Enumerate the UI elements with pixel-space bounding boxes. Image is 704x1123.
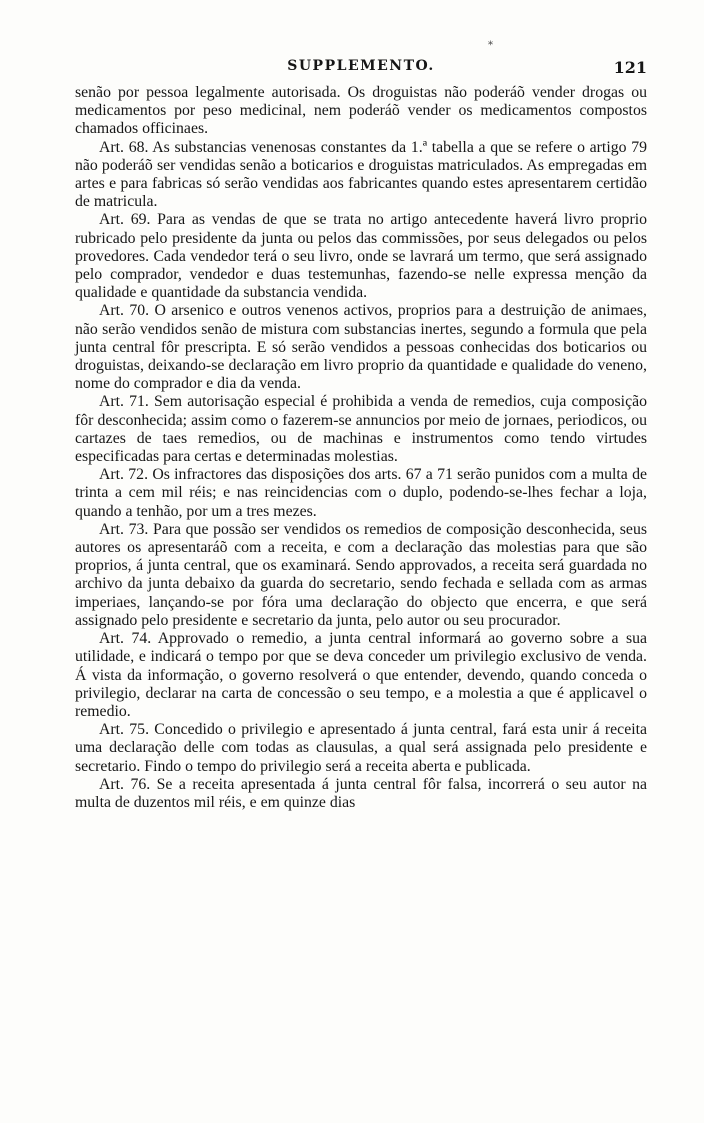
page-header bbox=[75, 58, 647, 80]
paragraph-art-72: Art. 72. Os infractores das disposições dos arts. 67 a 71 serão punidos com a multa de trinta a cem mil réis; e nas reincidencias com o duplo, podendo-se-lhes fechar a loja, quando a tenhão, por um a tres mezes. bbox=[75, 466, 647, 520]
paragraph-art-69: Art. 69. Para as vendas de que se trata no artigo antecedente haverá livro proprio rubricado pelo presidente da junta ou pelos das commissões, por seus delegados ou pelos provedores. Cada vendedor terá o seu livro, onde se lavrará um termo, que será assignado pelo comprador, vendedor e duas testemunhas, fazendo-se nelle expressa menção da qualidade e quantidade da substancia vendida. bbox=[75, 211, 647, 302]
paragraph-art-73: Art. 73. Para que possão ser vendidos os remedios de composição desconhecida, seus autores os apresentaráõ com a receita, e com a declaração das molestias para que são proprios, á junta central, que os examinará. Sendo approvados, a receita será guardada no archivo da junta debaixo da guarda do secretario, sendo fechada e sellada com as armas imperiaes, lançando-se por fóra uma declaração do objecto que encerra, e que será assignado pelo presidente e secretario da junta, pelo autor ou seu procurador. bbox=[75, 520, 647, 629]
paragraph-continuation: senão por pessoa legalmente autorisada. Os droguistas não poderáõ vender drogas ou medicamentos por peso medicinal, nem poderáõ vender os medicamentos compostos chamados officinaes. bbox=[75, 84, 647, 138]
paragraph-art-76: Art. 76. Se a receita apresentada á junta central fôr falsa, incorrerá o seu autor na multa de duzentos mil réis, e em quinze dias bbox=[75, 775, 647, 811]
page-number: 121 bbox=[613, 58, 647, 77]
paragraph-art-74: Art. 74. Approvado o remedio, a junta central informará ao governo sobre a sua utilidade, e indicará o tempo por que se deva conceder um privilegio exclusivo de venda. Á vista da informação, o governo resolverá o que entender, devendo, quando conceda o privilegio, declarar na carta de concessão o seu tempo, e a molestia a que é applicavel o remedio. bbox=[75, 630, 647, 720]
paragraph-art-71: Art. 71. Sem autorisação especial é prohibida a venda de remedios, cuja composição fôr desconhecida; assim como o fazerem-se annuncios por meio de jornaes, periodicos, ou cartazes de taes remedios, ou de machinas e instrumentos como tendo virtudes especificadas para certas e determinadas molestias. bbox=[75, 393, 647, 466]
paragraph-art-68: Art. 68. As substancias venenosas constantes da 1.ª tabella a que se refere o artigo 79 não poderáõ ser vendidas senão a boticarios e droguistas matriculados. As empregadas em artes e para fabricas só serão vendidas aos fabricantes quando estes apresentarem certidão de matricula. bbox=[75, 138, 647, 211]
paragraph-art-70: Art. 70. O arsenico e outros venenos activos, proprios para a destruição de animaes, não serão vendidos senão de mistura com substancias inertes, segundo a formula que pela junta central fôr prescripta. E só serão vendidos a pessoas conhecidas dos boticarios ou droguistas, deixando-se declaração em livro proprio da quantidade e qualidade do veneno, nome do comprador e dia da venda. bbox=[75, 302, 647, 393]
paragraph-art-75: Art. 75. Concedido o privilegio e apresentado á junta central, fará esta unir á receita uma declaração delle com todas as clausulas, a qual será assignada pelo presidente e secretario. Findo o tempo do privilegio será a receita aberta e publicada. bbox=[75, 721, 647, 775]
body-text bbox=[75, 84, 647, 812]
running-title: SUPPLEMENTO. bbox=[287, 58, 435, 74]
stray-print-mark: * bbox=[488, 40, 493, 51]
